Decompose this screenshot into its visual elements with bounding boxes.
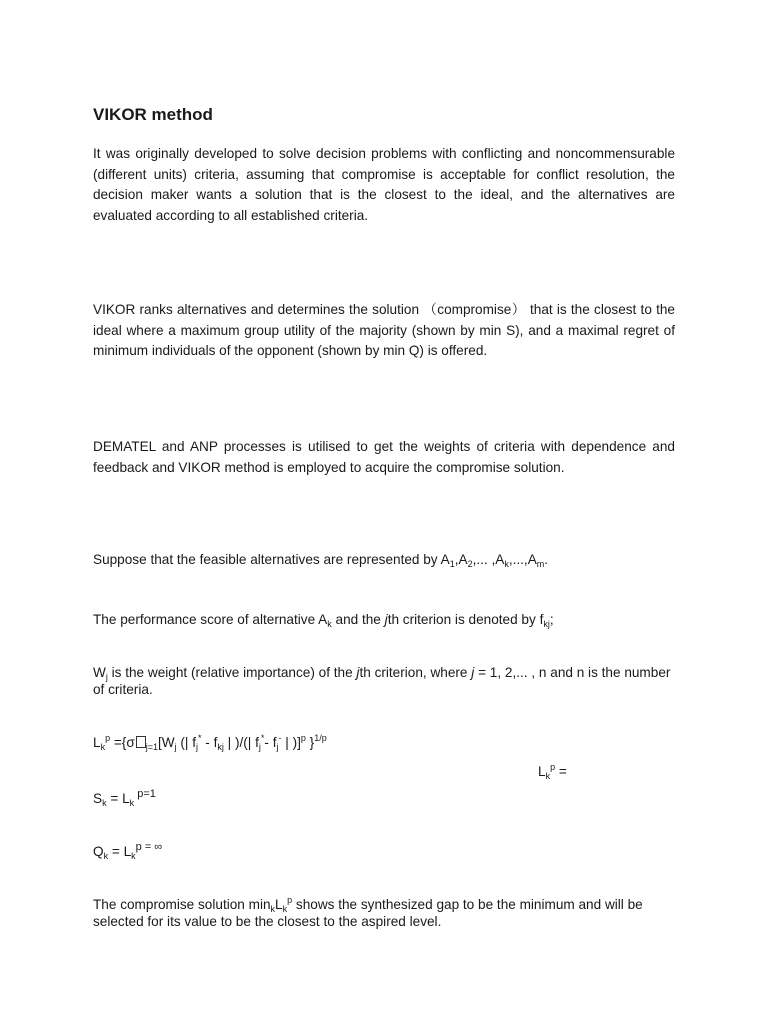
document-title: VIKOR method xyxy=(93,105,213,124)
formula-lp-metric: $L_k^p =\{\sigma$ $_{j=1}[W_j$ (| $f_j^* - f_{kj}$ | )/(| $f_j^*-$ $f_j^-$ | )]$^p$ }$^{1/p}$ xyxy=(93,733,327,752)
formula-q-k: $Q_k = L_k^{p = \infty}$ xyxy=(93,841,163,861)
sentence-compromise-solution: The compromise solution $\min_kL_k^p$ shows the synthesized gap to be the minimum and will be selected for its value to be the closest to the aspired level. xyxy=(93,895,643,929)
sentence-performance-score: The performance score of alternative $A_k$ and the jth criterion is denoted by $f_{kj}$; xyxy=(93,612,554,629)
paragraph-vikor-ranks: VIKOR ranks alternatives and determines the solution （compromise） that is the closest to the ideal where a maximum group utility of the majority (shown by min S), and a maximal regret of minimum individuals of the opponent (shown by min Q) is offered. xyxy=(93,302,675,359)
sentence-weight-definition: $W_j$ is the weight (relative importance) of the jth criterion, where j = 1, 2,... , n and n is the number of criteria. xyxy=(93,665,671,697)
sigma-glyph-box xyxy=(136,736,146,748)
formula-s-k: $S_k = L_k$ $^{p=1}$ xyxy=(93,788,156,808)
sentence-alternatives: Suppose that the feasible alternatives are represented by $A_1,A_2$,... $,A_k,...,A_m$. xyxy=(93,552,549,569)
formula-lp-right: $L_k^p$ = xyxy=(538,762,567,781)
paragraph-dematel-anp: DEMATEL and ANP processes is utilised to get the weights of criteria with dependence and feedback and VIKOR method is employed to acquire the compromise solution. xyxy=(93,439,675,475)
paragraph-vikor-origin: It was originally developed to solve decision problems with conflicting and noncommensurable (different units) criteria, assuming that compromise is acceptable for conflict resolution, the decision maker wants a solution that is the closest to the ideal, and the alternatives are evaluated according to all established criteria. xyxy=(93,146,675,223)
